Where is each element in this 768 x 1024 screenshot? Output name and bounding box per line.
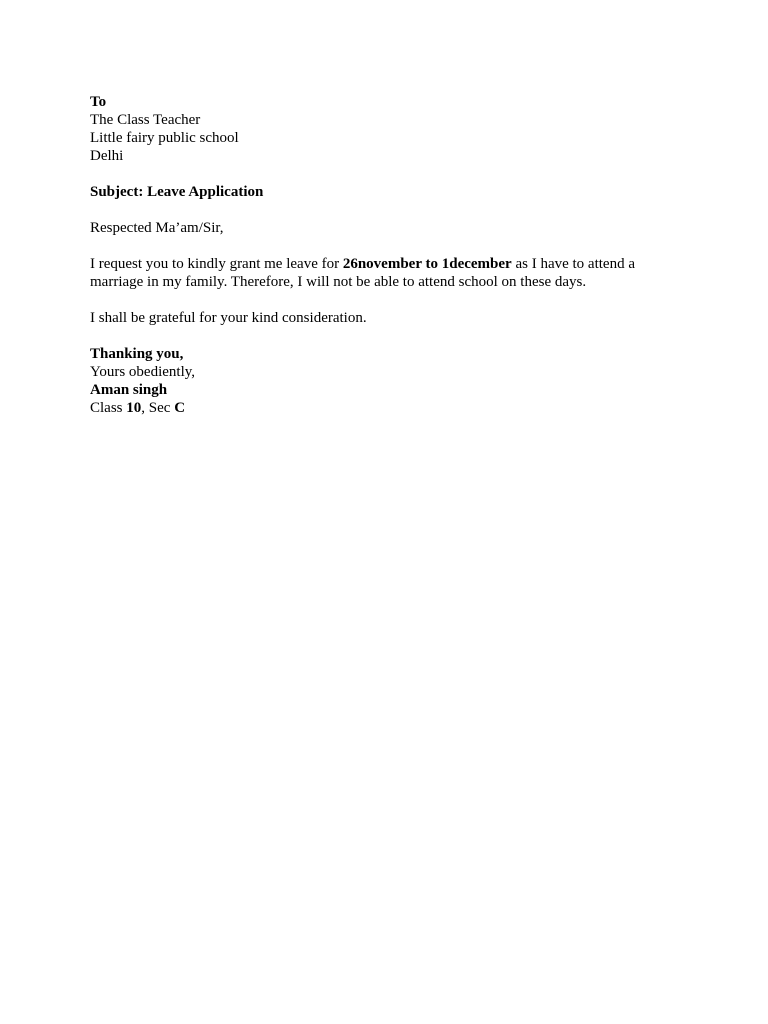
salutation: Respected Ma’am/Sir, — [90, 220, 224, 236]
to-label: To — [90, 94, 107, 110]
recipient-title: The Class Teacher — [90, 112, 201, 128]
closing-yours: Yours obediently, — [90, 364, 196, 380]
subject-line: Subject: Leave Application — [90, 184, 264, 200]
spacer — [90, 291, 658, 309]
sender-name: Aman singh — [90, 382, 168, 398]
spacer — [90, 165, 658, 183]
closing-thanks: Thanking you, — [90, 346, 184, 362]
sec-label: , Sec — [141, 400, 175, 416]
spacer — [90, 327, 658, 345]
sec-value: C — [174, 400, 186, 416]
body-text-start: I request you to kindly grant me leave for — [90, 256, 343, 272]
body-text-end: as I have to attend a marriage in my family. Therefore, I will not be able to attend school on these days. — [90, 256, 635, 290]
leave-dates: 26november to 1december — [342, 256, 512, 272]
spacer — [90, 201, 658, 219]
gratitude-line: I shall be grateful for your kind consideration. — [90, 310, 367, 326]
class-value: 10 — [126, 400, 142, 416]
city: Delhi — [90, 148, 124, 164]
class-info — [90, 399, 658, 417]
school-name: Little fairy public school — [90, 130, 239, 146]
spacer — [90, 237, 658, 255]
class-label: Class — [90, 400, 127, 416]
body-paragraph — [90, 255, 658, 291]
